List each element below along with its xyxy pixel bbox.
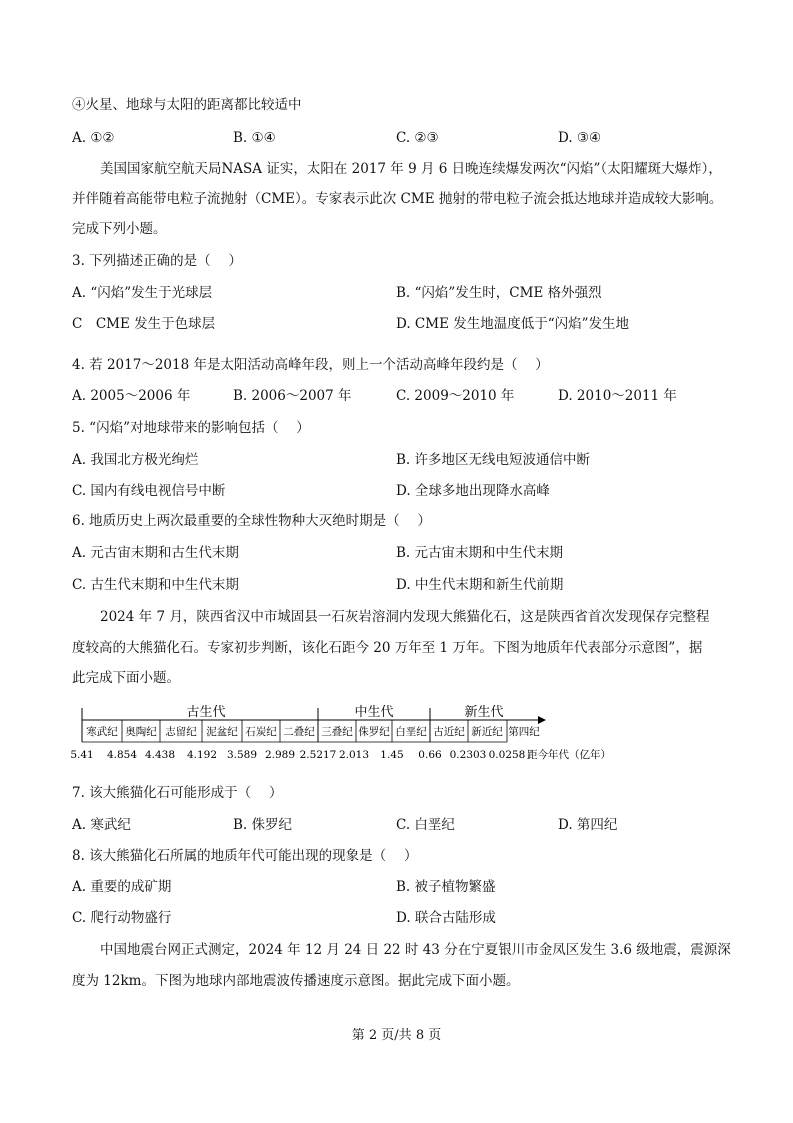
tick-label: 0.2303 bbox=[449, 749, 487, 761]
passage-line: 度为 12km。下图为地球内部地震波传播速度示意图。据此完成下面小题。 bbox=[72, 973, 520, 989]
choice-d: D. 联合古陆形成 bbox=[396, 910, 496, 926]
question-stem: 4. 若 2017～2018 年是太阳活动高峰年段，则上一个活动高峰年段约是（ ） bbox=[72, 357, 549, 373]
tick-label: 2.013 bbox=[338, 749, 370, 761]
choice-a: A. 元古宙末期和古生代末期 bbox=[72, 545, 239, 561]
passage-line: 完成下列小题。 bbox=[72, 221, 167, 237]
choice-b: B. ①④ bbox=[233, 130, 276, 146]
choice-a: A. 2005～2006 年 bbox=[72, 388, 191, 404]
period-label: 石炭纪 bbox=[245, 726, 277, 738]
axis-label: 距今年代（亿年） bbox=[527, 749, 611, 761]
passage-line: 美国国家航空航天局NASA 证实，太阳在 2017 年 9 月 6 日晚连续爆发两次“闪焰”（太阳耀斑大爆炸）， bbox=[100, 161, 722, 177]
question-stem: 5. “闪焰”对地球带来的影响包括（ ） bbox=[72, 420, 310, 436]
choice-b: B. 2006～2007 年 bbox=[233, 388, 352, 404]
period-label: 白垩纪 bbox=[395, 726, 427, 738]
axis-arrow-icon bbox=[538, 716, 546, 724]
choice-b: B. 许多地区无线电短波通信中断 bbox=[396, 452, 591, 468]
tick-label: 4.438 bbox=[144, 749, 176, 761]
passage-line: 中国地震台网正式测定，2024 年 12 月 24 日 22 时 43 分在宁夏银川市金凤区发生 3.6 级地震，震源深 bbox=[100, 942, 731, 958]
era-label: 中生代 bbox=[354, 705, 394, 720]
period-label: 第四纪 bbox=[508, 726, 540, 738]
choice-b: B. 元古宙末期和中生代末期 bbox=[396, 545, 564, 561]
period-label: 侏罗纪 bbox=[358, 726, 390, 738]
choice-a: A. “闪焰”发生于光球层 bbox=[72, 285, 213, 301]
choice-b: B. 被子植物繁盛 bbox=[396, 879, 496, 895]
choice-b: B. 侏罗纪 bbox=[233, 817, 293, 833]
choice-c: C. 白垩纪 bbox=[396, 817, 455, 833]
geologic-timeline bbox=[72, 700, 632, 770]
question-stem: 8. 该大熊猫化石所属的地质年代可能出现的现象是（ ） bbox=[72, 848, 418, 864]
period-label: 新近纪 bbox=[471, 726, 503, 738]
choice-c: C. 国内有线电视信号中断 bbox=[72, 483, 226, 499]
choice-a: A. 寒武纪 bbox=[72, 817, 131, 833]
choice-d: D. ③④ bbox=[558, 130, 602, 146]
period-label: 三叠纪 bbox=[321, 726, 353, 738]
tick-label: 0.0258 bbox=[488, 749, 526, 761]
era-label: 新生代 bbox=[464, 705, 504, 720]
choice-c: C. ②③ bbox=[396, 130, 439, 146]
choice-a: A. 重要的成矿期 bbox=[72, 879, 172, 895]
tick-label: 1.45 bbox=[380, 749, 404, 761]
passage-line: 并伴随着高能带电粒子流抛射（CME）。专家表示此次 CME 抛射的带电粒子流会抵达地球并造成较大影响。 bbox=[72, 191, 723, 207]
period-label: 志留纪 bbox=[165, 726, 197, 738]
choice-d: D. 全球多地出现降水高峰 bbox=[396, 483, 550, 499]
tick-label: 2.5217 bbox=[299, 749, 337, 761]
page-footer: 第 2 页/共 8 页 bbox=[351, 1028, 442, 1043]
period-label: 二叠纪 bbox=[283, 726, 315, 738]
choice-a: A. ①② bbox=[72, 130, 115, 146]
period-label: 古近纪 bbox=[433, 726, 465, 738]
choice-c: C. 2009～2010 年 bbox=[396, 388, 515, 404]
timeline-svg bbox=[72, 700, 632, 770]
passage-line: 度较高的大熊猫化石。专家初步判断，该化石距今 20 万年至 1 万年。下图为地质年代表部分示意图”，据 bbox=[72, 640, 703, 656]
period-label: 奥陶纪 bbox=[125, 726, 157, 738]
choice-a: A. 我国北方极光绚烂 bbox=[72, 452, 199, 468]
choice-b: B. “闪焰”发生时，CME 格外强烈 bbox=[396, 285, 602, 301]
tick-label: 3.589 bbox=[226, 749, 258, 761]
passage-line: 此完成下面小题。 bbox=[72, 670, 180, 686]
tick-label: 5.41 bbox=[70, 749, 94, 761]
question-stem: 6. 地质历史上两次最重要的全球性物种大灭绝时期是（ ） bbox=[72, 513, 431, 529]
tick-label: 4.192 bbox=[186, 749, 218, 761]
question-stem: 7. 该大熊猫化石可能形成于（ ） bbox=[72, 785, 283, 801]
choice-d: D. CME 发生地温度低于“闪焰”发生地 bbox=[396, 316, 630, 332]
tick-label: 2.989 bbox=[264, 749, 296, 761]
period-label: 寒武纪 bbox=[86, 726, 118, 738]
period-label: 泥盆纪 bbox=[206, 726, 238, 738]
era-label: 古生代 bbox=[186, 705, 226, 720]
choice-c: C CME 发生于色球层 bbox=[72, 316, 216, 332]
choice-d: D. 第四纪 bbox=[558, 817, 618, 833]
tick-label: 0.66 bbox=[418, 749, 442, 761]
choice-d: D. 2010～2011 年 bbox=[558, 388, 677, 404]
choice-c: C. 爬行动物盛行 bbox=[72, 910, 172, 926]
question-stem: 3. 下列描述正确的是（ ） bbox=[72, 253, 242, 269]
choice-c: C. 古生代末期和中生代末期 bbox=[72, 577, 239, 593]
passage-line: 2024 年 7 月，陕西省汉中市城固县一石灰岩溶洞内发现大熊猫化石，这是陕西省首次发现保存完整程 bbox=[100, 609, 710, 625]
choice-d: D. 中生代末期和新生代前期 bbox=[396, 577, 564, 593]
tick-label: 4.854 bbox=[106, 749, 138, 761]
option-text: ④火星、地球与太阳的距离都比较适中 bbox=[72, 97, 302, 113]
